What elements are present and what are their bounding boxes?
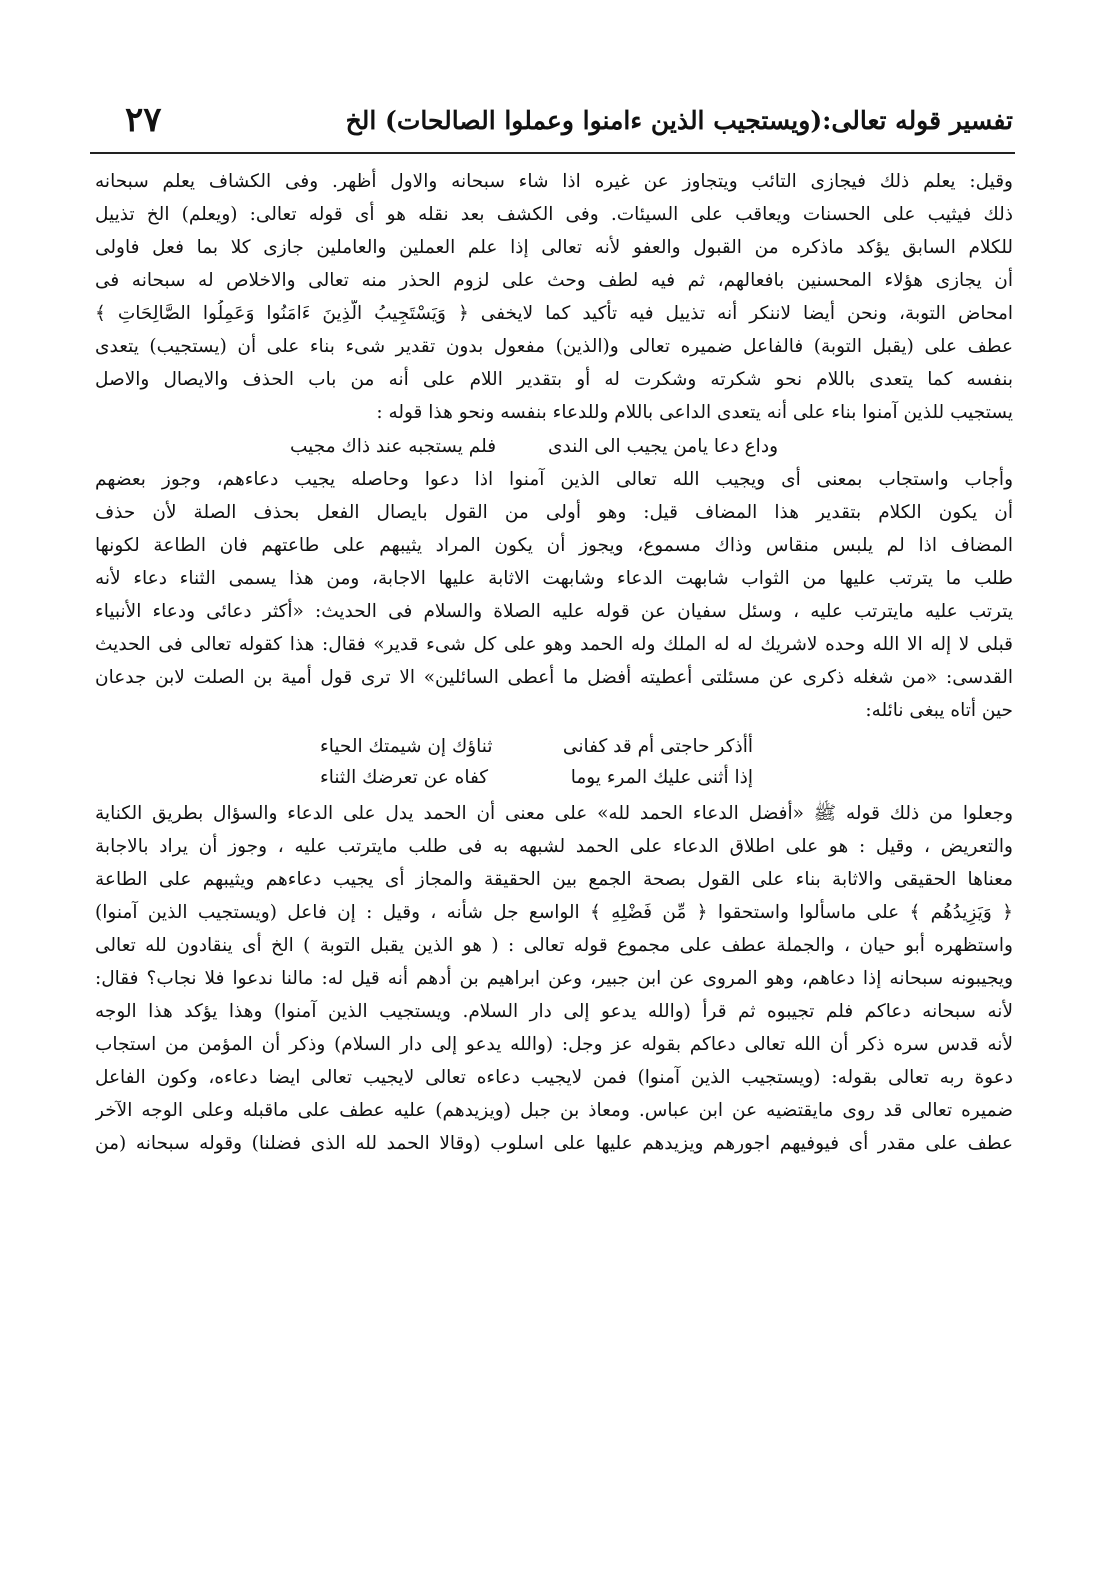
text-line: حين أتاه يبغى نائله: [865,700,1013,721]
text-line: وجعلوا من ذلك قوله ﷺ «أفضل الدعاء الحمد لله» على معنى أن الحمد يدل على الدعاء والسؤال بطريق الكناية [95,803,1013,824]
text-line: يستجيب للذين آمنوا بناء على أنه يتعدى الداعى باللام وللدعاء بنفسه ونحو هذا قوله : [376,402,1013,423]
text-line: دعوة ربه تعالى بقوله: (ويستجيب الذين آمنوا) فمن لايجيب دعاءه تعالى لايجيب تعالى ايضا دعاءه، وكون الفاعل [95,1067,1013,1088]
text-line: ضميره تعالى قد روى مايقتضيه عن ابن عباس. ومعاذ بن جبل (ويزيدهم) عليه عطف على ماقبله وعلى الوجه الآخر [95,1100,1013,1121]
text-line: قبلى لا إله الا الله وحده لاشريك له له الملك وله الحمد وهو على كل شىء قدير» فقال: هذا كقوله تعالى فى الحديث [95,634,1013,655]
text-line: معناها الحقيقى والاثابة بناء على القول بصحة الجمع بين الحقيقة والمجاز أى يجيب دعاءهم ويثيبهم على الطاعة [95,869,1013,890]
text-line: عطف على مقدر أى فيوفيهم اجورهم ويزيدهم عليها على اسلوب (وقالا الحمد لله الذى فضلنا) وقوله سبحانه (من [95,1133,1013,1154]
page-number: ٢٧ [125,100,162,140]
text-line: ﴿ وَيَزِيدُهُم ﴾ على ماسألوا واستحقوا ﴿ مِّن فَضْلِهِ ﴾ الواسع جل شأنه ، وقيل : إن فاعل (ويستجيب الذين آمنوا) [95,902,1013,923]
text-line: أن يكون الكلام بتقدير هذا المضاف قيل: وهو أولى من القول بايصال الفعل بحذف الصلة لأن حذف [95,502,1013,523]
text-line: ذلك فيثيب على الحسنات ويعاقب على السيئات. وفى الكشف بعد نقله هو أى قوله تعالى: (ويعلم) الخ تذييل [95,204,1013,225]
text-line: وأجاب واستجاب بمعنى أى ويجيب الله تعالى الذين آمنوا اذا دعوا وحاصله يجيب دعاءهم، وجوز بعضهم [95,469,1013,490]
verse-hemistich: فلم يستجبه عند ذاك مجيب [290,436,497,457]
verse-hemistich: أأذكر حاجتى أم قد كفانى [562,736,753,757]
text-line: أن يجازى هؤلاء المحسنين بافعالهم، ثم فيه لطف وحث على لزوم الحذر منه تعالى والاخلاص له سبحانه فى [95,270,1013,291]
header-divider [90,152,1015,154]
text-line: ويجيبونه سبحانه إذا دعاهم، وهو المروى عن ابن جبير، وعن ابراهيم بن أدهم أنه قيل له: مالنا ندعوا فلا نجاب؟ فقال: [95,968,1013,989]
text-line: عطف على (يقبل التوبة) فالفاعل ضميره تعالى و(الذين) مفعول بدون تقدير شىء بناء على أن (يستجيب) يتعدى [95,336,1013,357]
text-line: امحاض التوبة، ونحن أيضا لاننكر أنه تذييل فيه تأكيد كما لايخفى ﴿ وَيَسْتَجِيبُ الَّذِينَ ءَامَنُوا وَعَمِلُوا الصَّالِحَاتِ ﴾ [95,303,1013,324]
text-line: للكلام السابق يؤكد ماذكره من القبول والعفو لأنه تعالى إذا علم العملين والعاملين جازى كلا بما فعل فاولى [95,237,1013,258]
verse-hemistich: ثناؤك إن شيمتك الحياء [320,736,493,757]
header-title: تفسير قوله تعالى:(ويستجيب الذين ءامنوا وعملوا الصالحات) الخ [345,106,1013,135]
text-line: واستظهره أبو حيان ، والجملة عطف على مجموع قوله تعالى : ( هو الذين يقبل التوبة ) الخ أى ينقادون لله تعالى [95,935,1013,956]
text-line: لأنه سبحانه دعاكم فلم تجيبوه ثم قرأ (والله يدعو إلى دار السلام. ويستجيب الذين آمنوا) وهذا يؤكد هذا الوجه [95,1001,1013,1022]
text-line: وقيل: يعلم ذلك فيجازى التائب ويتجاوز عن غيره اذا شاء سبحانه والاول أظهر. وفى الكشاف يعلم سبحانه [95,171,1013,192]
text-line: المضاف اذا لم يلبس منقاس وذاك مسموع، ويجوز أن يكون المراد يثيبهم على طاعتهم فان الطاعة لكونها [95,535,1013,556]
text-line: والتعريض ، وقيل : هو على اطلاق الدعاء على الحمد لشبهه به فى طلب مايترتب عليه ، وجوز أن يراد بالاجابة [95,836,1013,857]
text-line: طلب ما يترتب عليها من الثواب شابهت الدعاء وشابهت الاثابة عليها الاجابة، ومن هذا يسمى الثناء دعاء لأنه [95,568,1013,589]
text-line: بنفسه كما يتعدى باللام نحو شكرته وشكرت له أو بتقدير اللام على أنه من باب الحذف والايصال والاصل [95,369,1013,390]
verse-hemistich: كفاه عن تعرضك الثناء [320,767,489,788]
running-header [95,100,1013,150]
text-line: يترتب عليه مايترتب عليه ، وسئل سفيان عن قوله عليه الصلاة والسلام فى الحديث: «أكثر دعائى ودعاء الأنبياء [95,601,1013,622]
text-line: القدسى: «من شغله ذكرى عن مسئلتى أعطيته أفضل ما أعطى السائلين» الا ترى قول أمية بن الصلت لابن جدعان [95,667,1013,688]
verse-hemistich: إذا أثنى عليك المرء يوما [570,767,753,788]
text-line: لأنه قدس سره ذكر أن الله تعالى دعاكم بقوله عز وجل: (والله يدعو إلى دار السلام) وذكر أن المؤمن من استجاب [95,1034,1013,1055]
verse-hemistich: وداع دعا يامن يجيب الى الندى [547,436,778,457]
